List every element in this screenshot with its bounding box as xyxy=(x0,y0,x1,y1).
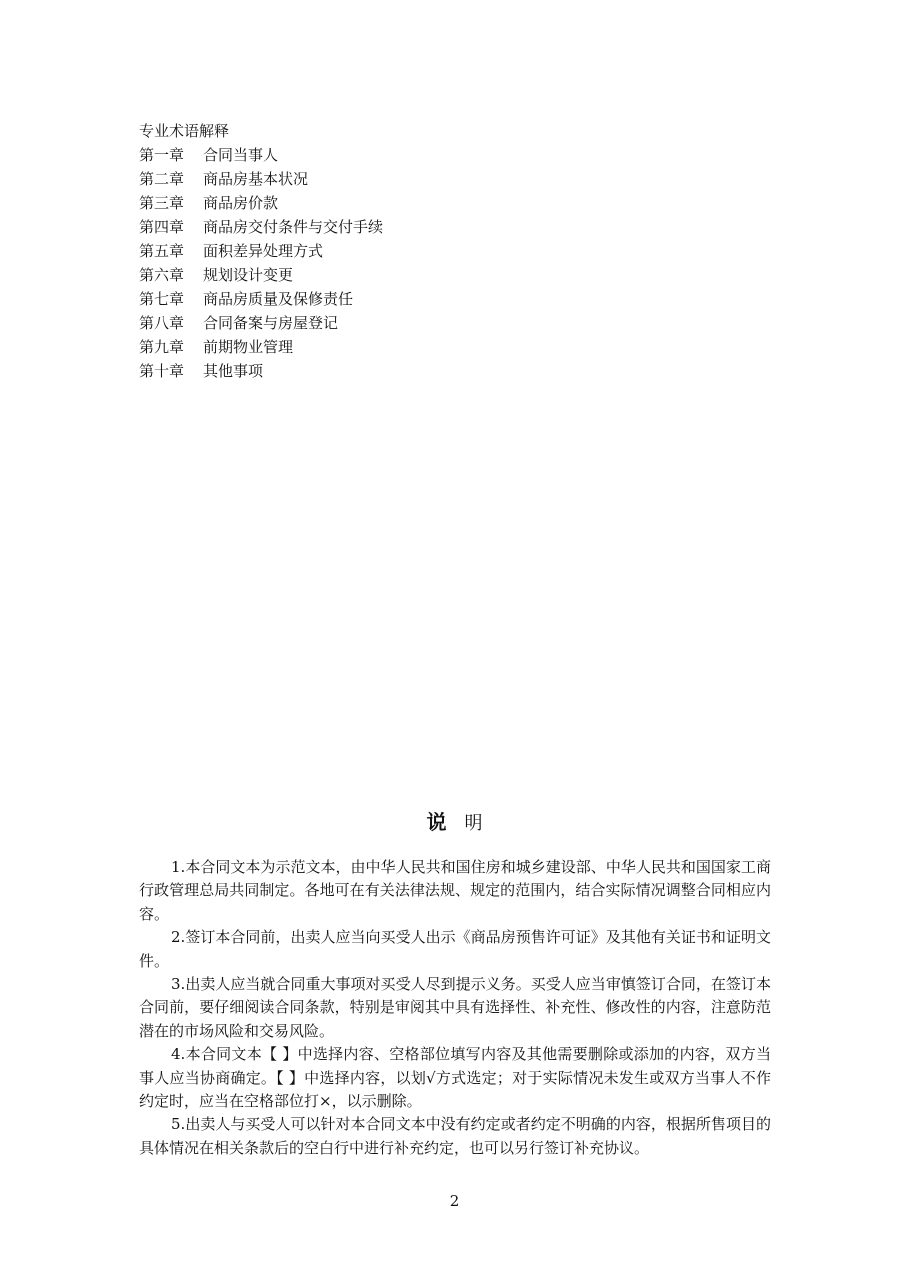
table-of-contents xyxy=(139,119,739,383)
chapter-number: 第二章 xyxy=(139,170,185,188)
instructions-list xyxy=(139,856,771,1160)
instruction-paragraph: 4.本合同文本【 】中选择内容、空格部位填写内容及其他需要删除或添加的内容，双方当事人应当协商确定。【 】中选择内容，以划√方式选定；对于实际情况未发生或双方当事人不作约定时，应当在空格部位打×，以示删除。 xyxy=(139,1045,771,1111)
chapter-title: 商品房价款 xyxy=(203,194,279,212)
chapter-title: 面积差异处理方式 xyxy=(203,242,324,260)
chapter-title: 合同备案与房屋登记 xyxy=(203,314,339,332)
instruction-paragraph: 1.本合同文本为示范文本，由中华人民共和国住房和城乡建设部、中华人民共和国国家工商行政管理总局共同制定。各地可在有关法律法规、规定的范围内，结合实际情况调整合同相应内容。 xyxy=(139,858,771,923)
chapter-title: 规划设计变更 xyxy=(203,266,294,284)
toc-chapter xyxy=(139,215,739,239)
chapter-number: 第四章 xyxy=(139,218,185,236)
chapter-title: 其他事项 xyxy=(203,362,264,380)
toc-chapter xyxy=(139,143,739,167)
chapter-number: 第六章 xyxy=(139,266,185,284)
chapter-number: 第五章 xyxy=(139,242,185,260)
toc-chapter xyxy=(139,239,739,263)
instruction-paragraph: 3.出卖人应当就合同重大事项对买受人尽到提示义务。买受人应当审慎签订合同，在签订本合同前，要仔细阅读合同条款，特别是审阅其中具有选择性、补充性、修改性的内容，注意防范潜在的市场风险和交易风险。 xyxy=(139,975,771,1040)
toc-chapter xyxy=(139,263,739,287)
section-title xyxy=(0,806,909,835)
chapter-title: 商品房基本状况 xyxy=(203,170,309,188)
chapter-number: 第三章 xyxy=(139,194,185,212)
chapter-title: 商品房交付条件与交付手续 xyxy=(203,218,384,236)
chapter-number: 第一章 xyxy=(139,146,185,164)
toc-chapter xyxy=(139,167,739,191)
toc-chapter xyxy=(139,311,739,335)
toc-chapter xyxy=(139,287,739,311)
toc-chapter xyxy=(139,359,739,383)
chapter-number: 第七章 xyxy=(139,290,185,308)
section-title-char-2: 明 xyxy=(464,813,483,834)
toc-chapter xyxy=(139,191,739,215)
chapter-number: 第八章 xyxy=(139,314,185,332)
instruction-paragraph: 2.签订本合同前，出卖人应当向买受人出示《商品房预售许可证》及其他有关证书和证明文件。 xyxy=(139,928,771,970)
chapter-number: 第九章 xyxy=(139,338,185,356)
chapter-title: 合同当事人 xyxy=(203,146,279,164)
chapter-title: 前期物业管理 xyxy=(203,338,294,356)
chapter-number: 第十章 xyxy=(139,362,185,380)
chapter-title: 商品房质量及保修责任 xyxy=(203,290,354,308)
page-number: 2 xyxy=(449,1192,460,1210)
toc-chapter xyxy=(139,335,739,359)
toc-intro: 专业术语解释 xyxy=(139,122,230,140)
section-title-char-1: 说 xyxy=(426,810,447,834)
instruction-paragraph: 5.出卖人与买受人可以针对本合同文本中没有约定或者约定不明确的内容，根据所售项目的具体情况在相关条款后的空白行中进行补充约定，也可以另行签订补充协议。 xyxy=(139,1115,771,1157)
